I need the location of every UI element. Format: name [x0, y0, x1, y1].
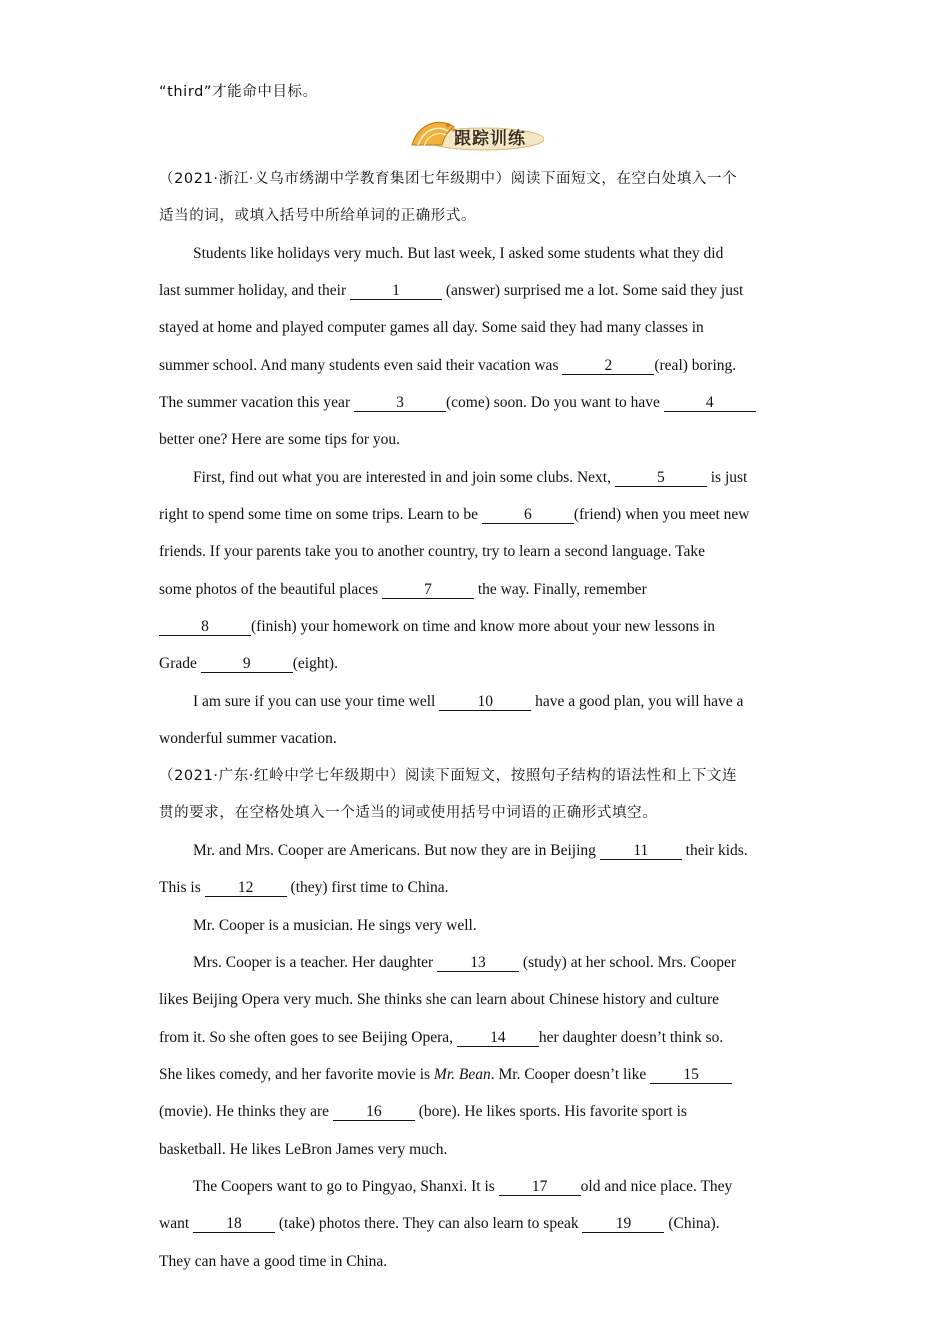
exercise2-instruction-2: 贯的要求，在空格处填入一个适当的词或使用括号中词语的正确形式填空。	[159, 805, 658, 821]
exercise1-line: Students like holidays very much. But last week, I asked some students what they did	[193, 245, 724, 262]
blank-18[interactable]: 18	[193, 1215, 275, 1233]
exercise1-line: First, find out what you are interested in and join some clubs. Next, 5 is just	[193, 469, 748, 486]
section-badge-title: 跟踪训练	[454, 129, 526, 149]
exercise2-line: basketball. He likes LeBron James very much.	[159, 1141, 448, 1158]
blank-5[interactable]: 5	[615, 469, 707, 487]
blank-10[interactable]: 10	[439, 693, 531, 711]
exercise2-line: They can have a good time in China.	[159, 1253, 388, 1270]
exercise1-line: summer school. And many students even said their vacation was 2 (real) boring.	[159, 357, 737, 374]
exercise2-line: She likes comedy, and her favorite movie is Mr. Bean. Mr. Cooper doesn’t like 15	[159, 1065, 732, 1085]
exercise2-line: Mrs. Cooper is a teacher. Her daughter 13 (study) at her school. Mrs. Cooper	[193, 954, 737, 971]
exercise2-instruction-1: （2021·广东·红岭中学七年级期中）阅读下面短文，按照句子结构的语法性和上下文连	[159, 768, 738, 784]
exercise1-line: better one? Here are some tips for you.	[159, 431, 401, 448]
exercise1-line: 8 (finish) your homework on time and know more about your new lessons in	[159, 617, 715, 637]
exercise2-line: want 18 (take) photos there. They can also learn to speak 19 (China).	[159, 1215, 720, 1232]
movie-title: Mr. Bean	[433, 1066, 491, 1083]
exercise1-line: Grade 9 (eight).	[159, 655, 338, 672]
exercise1-line: friends. If your parents take you to another country, try to learn a second language. Take	[159, 543, 705, 560]
exercise1-line: some photos of the beautiful places 7 the way. Finally, remember	[159, 581, 647, 598]
blank-4[interactable]: 4	[664, 394, 756, 412]
blank-7[interactable]: 7	[382, 581, 474, 599]
blank-16[interactable]: 16	[333, 1103, 415, 1121]
blank-9[interactable]: 9	[201, 655, 293, 673]
blank-3[interactable]: 3	[354, 394, 446, 412]
intro-line: “third”才能命中目标。	[159, 84, 318, 100]
exercise2-line: Mr. and Mrs. Cooper are Americans. But now they are in Beijing 11 their kids.	[193, 842, 748, 859]
exercise1-line: The summer vacation this year 3 (come) soon. Do you want to have 4	[159, 393, 756, 413]
exercise2-line: from it. So she often goes to see Beijing Opera, 14 her daughter doesn’t think so.	[159, 1029, 724, 1046]
blank-14[interactable]: 14	[457, 1029, 539, 1047]
exercise2-line: (movie). He thinks they are 16 (bore). He likes sports. His favorite sport is	[159, 1103, 687, 1120]
blank-11[interactable]: 11	[600, 842, 682, 860]
blank-2[interactable]: 2	[562, 357, 654, 375]
blank-15[interactable]: 15	[650, 1066, 732, 1084]
blank-17[interactable]: 17	[499, 1178, 581, 1196]
blank-19[interactable]: 19	[582, 1215, 664, 1233]
exercise1-line: wonderful summer vacation.	[159, 730, 337, 747]
exercise2-line: The Coopers want to go to Pingyao, Shanxi. It is 17 old and nice place. They	[193, 1178, 733, 1195]
exercise2-line: Mr. Cooper is a musician. He sings very well.	[193, 917, 477, 934]
blank-12[interactable]: 12	[205, 879, 287, 897]
exercise1-line: right to spend some time on some trips. Learn to be 6 (friend) when you meet new	[159, 506, 750, 523]
exercise1-line: last summer holiday, and their 1 (answer) surprised me a lot. Some said they just	[159, 282, 744, 299]
exercise1-line: I am sure if you can use your time well 10 have a good plan, you will have a	[193, 693, 744, 710]
exercise1-line: stayed at home and played computer games all day. Some said they had many classes in	[159, 319, 704, 336]
exercise1-instruction-1: （2021·浙江·义乌市绣湖中学教育集团七年级期中）阅读下面短文，在空白处填入一个	[159, 171, 738, 187]
exercise1-instruction-2: 适当的词，或填入括号中所给单词的正确形式。	[159, 208, 477, 224]
exercise2-line: likes Beijing Opera very much. She thinks she can learn about Chinese history and culture	[159, 991, 720, 1008]
blank-13[interactable]: 13	[437, 954, 519, 972]
blank-6[interactable]: 6	[482, 506, 574, 524]
exercise2-line: This is 12 (they) first time to China.	[159, 879, 449, 896]
blank-8[interactable]: 8	[159, 618, 251, 636]
blank-1[interactable]: 1	[350, 282, 442, 300]
